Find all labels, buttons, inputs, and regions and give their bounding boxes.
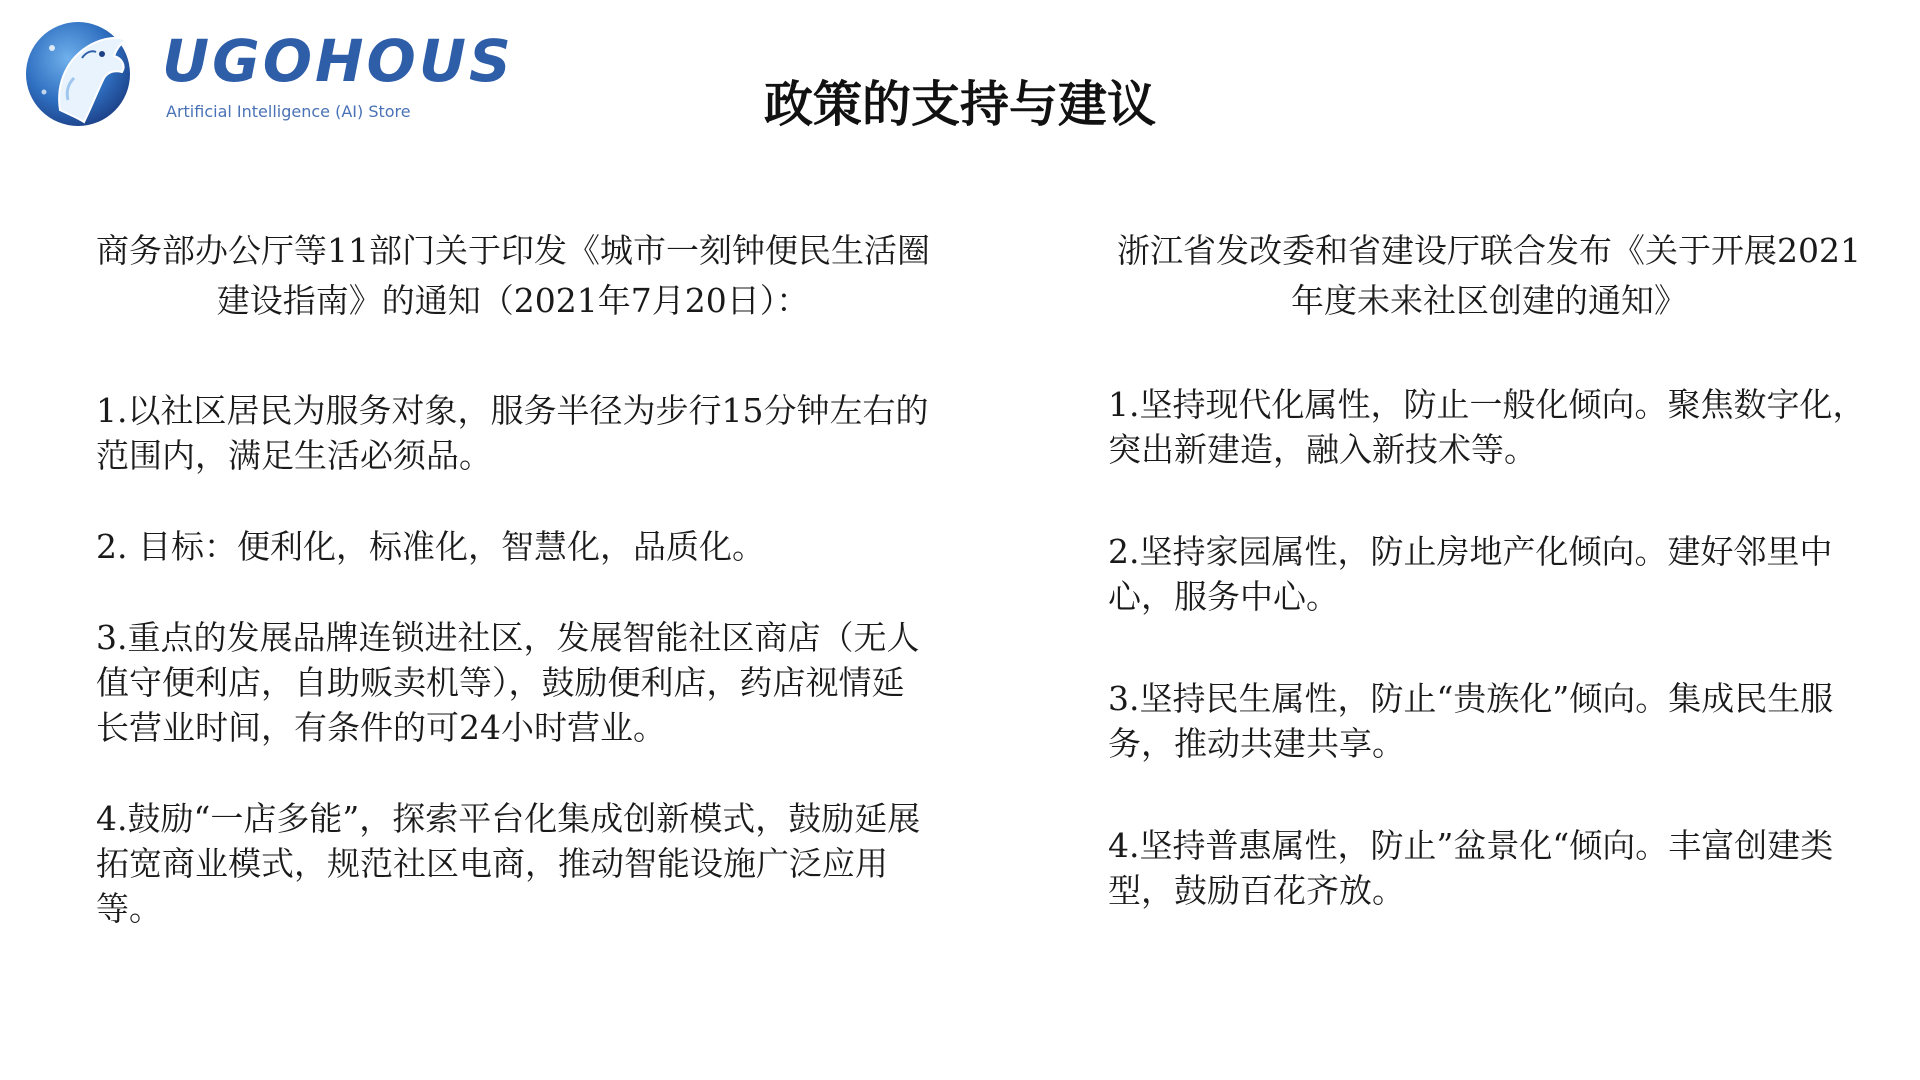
- right-item-1: 1.坚持现代化属性，防止一般化倾向。聚焦数字化，突出新建造，融入新技术等。: [1108, 385, 1866, 469]
- right-column: [1108, 226, 1870, 970]
- right-item-4: 4.坚持普惠属性，防止”盆景化“倾向。丰富创建类型，鼓励百花齐放。: [1108, 826, 1834, 910]
- page-title: 政策的支持与建议: [763, 74, 1156, 133]
- left-item-1: 1.以社区居民为服务对象，服务半径为步行15分钟左右的范围内，满足生活必须品。: [96, 391, 929, 475]
- right-heading: 浙江省发改委和省建设厅联合发布《关于开展2021年度未来社区创建的通知》: [1117, 231, 1861, 320]
- left-column: [96, 226, 930, 977]
- left-item-3: 3.重点的发展品牌连锁进社区，发展智能社区商店（无人值守便利店，自助贩卖机等），鼓励便利店，药店视情延长营业时间，有条件的可24小时营业。: [96, 618, 920, 747]
- right-item-2: 2.坚持家园属性，防止房地产化倾向。建好邻里中心，服务中心。: [1108, 532, 1833, 616]
- left-item-4: 4.鼓励“一店多能”，探索平台化集成创新模式，鼓励延展拓宽商业模式，规范社区电商，推动智能设施广泛应用等。: [96, 799, 921, 928]
- right-item-3: 3.坚持民生属性，防止“贵族化”倾向。集成民生服务，推动共建共享。: [1108, 679, 1834, 763]
- left-item-2: 2. 目标：便利化，标准化，智慧化，品质化。: [96, 527, 765, 566]
- brand-tagline: Artificial Intelligence (AI) Store: [166, 102, 411, 121]
- brand-name: UGOHOUS: [162, 27, 514, 95]
- left-heading: 商务部办公厅等11部门关于印发《城市一刻钟便民生活圈建设指南》的通知（2021年7月20日）：: [96, 231, 930, 320]
